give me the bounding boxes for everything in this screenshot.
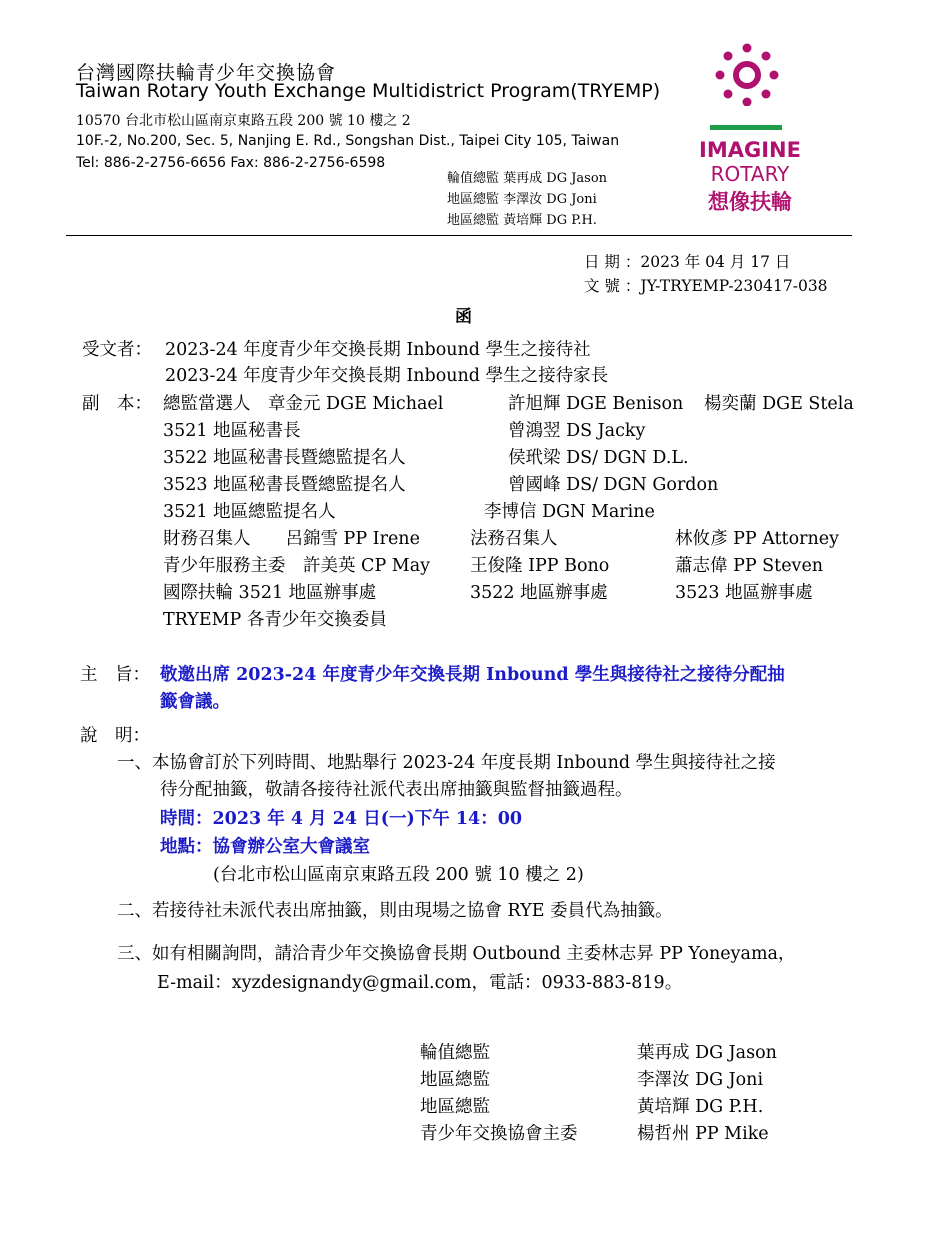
cc-row-1-a: 總監當選人 章金元 DGE Michael (163, 394, 444, 414)
cc-row-3-b: 侯玳梁 DS/ DGN D.L. (508, 448, 689, 468)
logo-text-cn: 想像扶輪 (708, 190, 792, 214)
signature-name-3: 黃培輝 DG P.H. (637, 1097, 764, 1117)
subject-line-2: 籤會議。 (160, 692, 230, 712)
cc-row-1-c: 楊奕蘭 DGE Stela (704, 394, 854, 414)
explanation-item-1-line-1: 一、本協會訂於下列時間、地點舉行 2023-24 年度長期 Inbound 學生與接待社之接 (117, 753, 776, 773)
explanation-label: 說 明： (80, 726, 150, 746)
rotary-logo-icon (710, 40, 784, 106)
cc-label: 副 本： (82, 394, 152, 414)
meeting-time: 時間：2023 年 4 月 24 日(一)下午 14：00 (160, 809, 523, 829)
recipient-line-1: 2023-24 年度青少年交換長期 Inbound 學生之接待社 (165, 340, 591, 360)
logo-text-imagine: IMAGINE (699, 138, 801, 162)
logo-text-rotary: ROTARY (710, 162, 790, 186)
doc-type: 函 (455, 307, 472, 327)
address-cn: 10570 台北市松山區南京東路五段 200 號 10 樓之 2 (76, 113, 411, 129)
cc-row-8-c: 3523 地區辦事處 (675, 583, 813, 603)
meeting-place: 地點：協會辦公室大會議室 (160, 837, 370, 857)
explanation-item-3-line-1: 三、如有相關詢問，請洽青少年交換協會長期 Outbound 主委林志昇 PP Yoneyama， (117, 944, 796, 964)
explanation-item-1-line-2: 待分配抽籤，敬請各接待社派代表出席抽籤與監督抽籤過程。 (160, 780, 633, 800)
org-name-en: Taiwan Rotary Youth Exchange Multidistrict Program(TRYEMP) (76, 80, 661, 102)
cc-row-6-b: 法務召集人 (470, 529, 558, 549)
org-name-cn: 台灣國際扶輪青少年交換協會 (76, 62, 337, 84)
cc-row-5-a: 3521 地區總監提名人 (163, 502, 336, 522)
signature-name-1: 葉再成 DG Jason (637, 1043, 777, 1063)
cc-row-5-b: 李博信 DGN Marine (484, 502, 655, 522)
header-governor-3: 地區總監 黃培輝 DG P.H. (447, 213, 597, 228)
signature-title-3: 地區總監 (420, 1097, 490, 1117)
doc-number: 文 號 ：JY-TRYEMP-230417-038 (584, 277, 828, 295)
cc-row-4-b: 曾國峰 DS/ DGN Gordon (508, 475, 719, 495)
cc-row-8-b: 3522 地區辦事處 (470, 583, 608, 603)
cc-row-6-c: 林攸彥 PP Attorney (675, 529, 839, 549)
header-governor-1: 輪值總監 葉再成 DG Jason (447, 171, 608, 186)
cc-row-2-a: 3521 地區秘書長 (163, 421, 301, 441)
subject-line-1: 敬邀出席 2023-24 年度青少年交換長期 Inbound 學生與接待社之接待分配抽 (160, 665, 785, 685)
recipients-label: 受文者： (82, 340, 152, 360)
cc-row-9-a: TRYEMP 各青少年交換委員 (163, 610, 387, 630)
signature-name-2: 李澤汝 DG Joni (637, 1070, 764, 1090)
cc-row-8-a: 國際扶輪 3521 地區辦事處 (163, 583, 377, 603)
cc-row-7-c: 蕭志偉 PP Steven (675, 556, 824, 576)
meeting-address: (台北市松山區南京東路五段 200 號 10 樓之 2) (213, 865, 584, 885)
cc-row-6-a: 財務召集人 呂錦雪 PP Irene (163, 529, 420, 549)
cc-row-4-a: 3523 地區秘書長暨總監提名人 (163, 475, 406, 495)
address-en: 10F.-2, No.200, Sec. 5, Nanjing E. Rd., Songshan Dist., Taipei City 105, Taiwan (76, 133, 620, 149)
signature-title-1: 輪值總監 (420, 1043, 490, 1063)
cc-row-7-b: 王俊隆 IPP Bono (470, 556, 610, 576)
subject-label: 主 旨： (80, 665, 150, 685)
tel-fax: Tel: 886-2-2756-6656 Fax: 886-2-2756-6598 (76, 155, 386, 171)
signature-title-4: 青少年交換協會主委 (420, 1124, 578, 1144)
header-divider (66, 235, 852, 236)
cc-row-2-b: 曾鴻翌 DS Jacky (508, 421, 646, 441)
doc-date: 日 期 ：2023 年 04 月 17 日 (584, 253, 791, 271)
cc-row-3-a: 3522 地區秘書長暨總監提名人 (163, 448, 406, 468)
logo-bar (710, 125, 782, 130)
cc-row-7-a: 青少年服務主委 許美英 CP May (163, 556, 431, 576)
explanation-item-2: 二、若接待社未派代表出席抽籤，則由現場之協會 RYE 委員代為抽籤。 (117, 901, 673, 921)
signature-name-4: 楊哲州 PP Mike (637, 1124, 769, 1144)
signature-title-2: 地區總監 (420, 1070, 490, 1090)
recipient-line-2: 2023-24 年度青少年交換長期 Inbound 學生之接待家長 (165, 366, 609, 386)
header-governor-2: 地區總監 李澤汝 DG Joni (447, 192, 597, 207)
cc-row-1-b: 許旭輝 DGE Benison (508, 394, 684, 414)
explanation-item-3-line-2: E-mail：xyzdesignandy@gmail.com，電話：0933-883-819。 (157, 973, 683, 993)
